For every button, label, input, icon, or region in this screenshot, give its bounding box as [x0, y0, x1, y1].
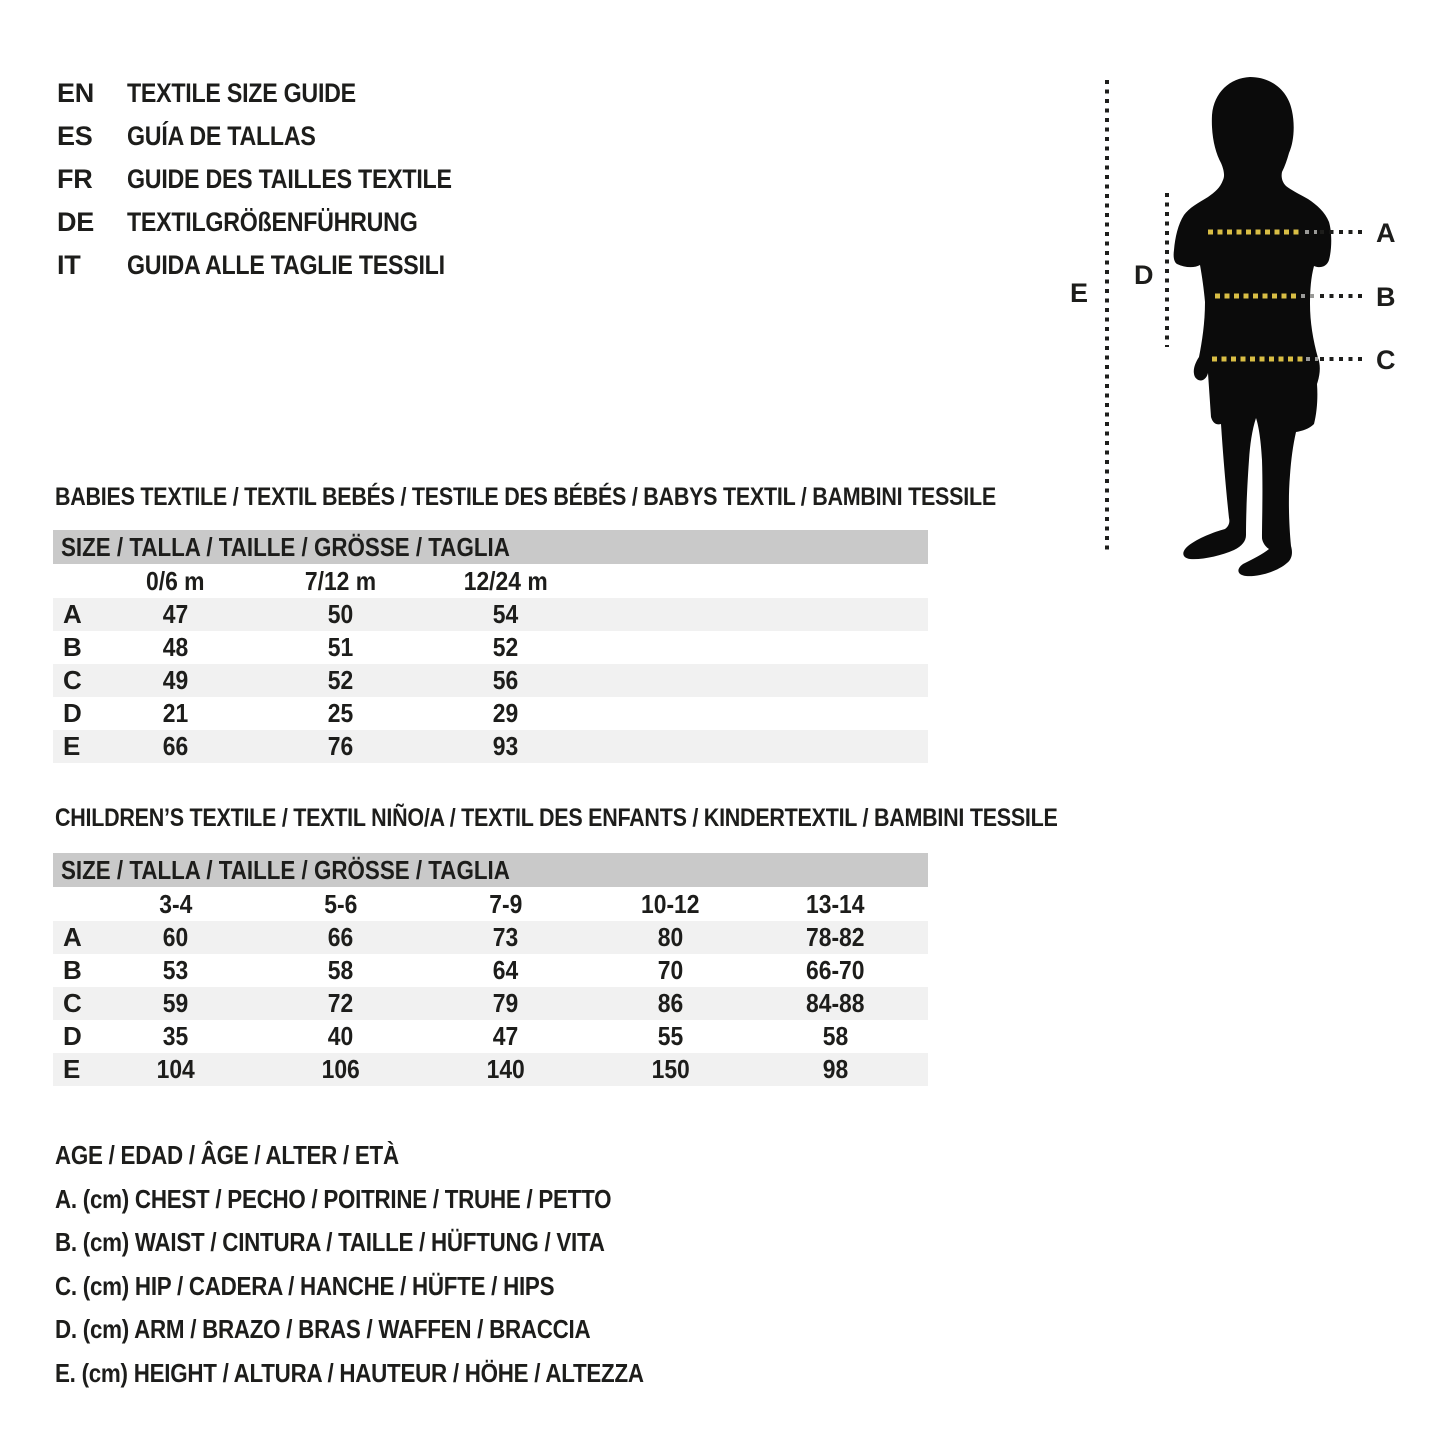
row-label: E — [63, 1054, 81, 1084]
lang-row-en — [57, 72, 505, 115]
size-header-bar: SIZE / TALLA / TAILLE / GRÖSSE / TAGLIA — [53, 853, 928, 887]
value-cell: 52 — [327, 665, 354, 695]
children-section-title: CHILDREN’S TEXTILE / TEXTIL NIÑO/A / TEXTIL DES ENFANTS / KINDERTEXTIL / BAMBINI TESSILE — [55, 804, 1058, 832]
value-cell: 49 — [162, 665, 189, 695]
value-cell: 47 — [162, 599, 189, 629]
column-header: 7/12 m — [304, 565, 377, 596]
legend-waist-b: B. (cm) WAIST / CINTURA / TAILLE / HÜFTUNG / VITA — [55, 1227, 605, 1258]
value-cell: 58 — [822, 1021, 849, 1051]
lang-row-de — [57, 201, 505, 244]
column-header: 3-4 — [158, 888, 193, 919]
table-row — [53, 1053, 928, 1086]
value-cell: 72 — [327, 988, 354, 1018]
table-row — [53, 1020, 928, 1053]
figure-label-a: A — [1376, 218, 1396, 248]
table-row — [53, 987, 928, 1020]
lang-row-fr — [57, 158, 505, 201]
guide-title: GUIDA ALLE TAGLIE TESSILI — [127, 250, 445, 280]
child-silhouette — [1174, 77, 1332, 576]
children-size-table — [53, 853, 928, 1086]
row-label: B — [63, 632, 82, 662]
column-header: 10-12 — [641, 888, 700, 919]
row-label: C — [63, 665, 82, 695]
row-label: A — [63, 922, 82, 952]
value-cell: 58 — [327, 955, 354, 985]
value-cell: 73 — [492, 922, 519, 952]
row-label: D — [63, 698, 82, 728]
value-cell: 54 — [492, 599, 519, 629]
legend-age: AGE / EDAD / ÂGE / ALTER / ETÀ — [55, 1140, 399, 1171]
column-header: 5-6 — [323, 888, 358, 919]
value-cell: 35 — [162, 1021, 189, 1051]
babies-column-header-row — [53, 564, 928, 598]
value-cell: 66 — [327, 922, 354, 952]
children-column-header-row — [53, 887, 928, 921]
value-cell: 66 — [162, 731, 189, 761]
lang-code: FR — [57, 164, 93, 194]
lang-code: EN — [57, 78, 94, 108]
table-row — [53, 730, 928, 763]
table-row — [53, 921, 928, 954]
value-cell: 86 — [657, 988, 684, 1018]
guide-title: TEXTILGRÖßENFÜHRUNG — [127, 207, 418, 237]
value-cell: 64 — [492, 955, 519, 985]
value-cell: 104 — [156, 1054, 195, 1084]
value-cell: 140 — [486, 1054, 525, 1084]
table-row — [53, 631, 928, 664]
value-cell: 106 — [321, 1054, 360, 1084]
value-cell: 56 — [492, 665, 519, 695]
value-cell: 79 — [492, 988, 519, 1018]
value-cell: 48 — [162, 632, 189, 662]
value-cell: 47 — [492, 1021, 519, 1051]
value-cell: 84-88 — [806, 988, 865, 1018]
row-label: A — [63, 599, 82, 629]
table-row — [53, 664, 928, 697]
value-cell: 60 — [162, 922, 189, 952]
value-cell: 55 — [657, 1021, 684, 1051]
row-label: B — [63, 955, 82, 985]
figure-label-c: C — [1376, 345, 1396, 375]
guide-title: TEXTILE SIZE GUIDE — [127, 78, 356, 108]
lang-code: ES — [57, 121, 93, 151]
table-row — [53, 697, 928, 730]
value-cell: 29 — [492, 698, 519, 728]
value-cell: 98 — [822, 1054, 849, 1084]
size-header-bar: SIZE / TALLA / TAILLE / GRÖSSE / TAGLIA — [53, 530, 928, 564]
value-cell: 66-70 — [806, 955, 865, 985]
value-cell: 59 — [162, 988, 189, 1018]
babies-section-title: BABIES TEXTILE / TEXTIL BEBÉS / TESTILE DES BÉBÉS / BABYS TEXTIL / BAMBINI TESSILE — [55, 483, 996, 511]
value-cell: 25 — [327, 698, 354, 728]
value-cell: 150 — [651, 1054, 690, 1084]
guide-title: GUIDE DES TAILLES TEXTILE — [127, 164, 452, 194]
lang-code: IT — [57, 250, 81, 280]
value-cell: 76 — [327, 731, 354, 761]
table-row — [53, 954, 928, 987]
lang-row-it — [57, 244, 505, 287]
figure-label-b: B — [1376, 282, 1396, 312]
value-cell: 78-82 — [806, 922, 865, 952]
value-cell: 53 — [162, 955, 189, 985]
value-cell: 51 — [327, 632, 354, 662]
language-title-list — [57, 72, 505, 287]
legend-chest-a: A. (cm) CHEST / PECHO / POITRINE / TRUHE / PETTO — [55, 1183, 612, 1214]
lang-code: DE — [57, 207, 94, 237]
figure-label-e: E — [1070, 278, 1089, 308]
column-header: 12/24 m — [463, 565, 548, 596]
column-header: 7-9 — [488, 888, 523, 919]
guide-title: GUÍA DE TALLAS — [127, 121, 316, 151]
row-label: C — [63, 988, 82, 1018]
row-label: E — [63, 731, 81, 761]
legend-hip-c: C. (cm) HIP / CADERA / HANCHE / HÜFTE / HIPS — [55, 1270, 555, 1301]
value-cell: 70 — [657, 955, 684, 985]
legend-height-e: E. (cm) HEIGHT / ALTURA / HAUTEUR / HÖHE / ALTEZZA — [55, 1357, 644, 1388]
table-row — [53, 598, 928, 631]
row-label: D — [63, 1021, 82, 1051]
child-silhouette-figure — [1050, 60, 1445, 600]
column-header: 0/6 m — [146, 565, 205, 596]
value-cell: 80 — [657, 922, 684, 952]
value-cell: 21 — [162, 698, 189, 728]
value-cell: 40 — [327, 1021, 354, 1051]
figure-label-d: D — [1134, 260, 1154, 290]
value-cell: 93 — [492, 731, 519, 761]
value-cell: 50 — [327, 599, 354, 629]
lang-row-es — [57, 115, 505, 158]
column-header: 13-14 — [806, 888, 865, 919]
legend-arm-d: D. (cm) ARM / BRAZO / BRAS / WAFFEN / BRACCIA — [55, 1314, 591, 1345]
value-cell: 52 — [492, 632, 519, 662]
measurement-legend — [55, 1134, 740, 1395]
babies-size-table — [53, 530, 928, 763]
